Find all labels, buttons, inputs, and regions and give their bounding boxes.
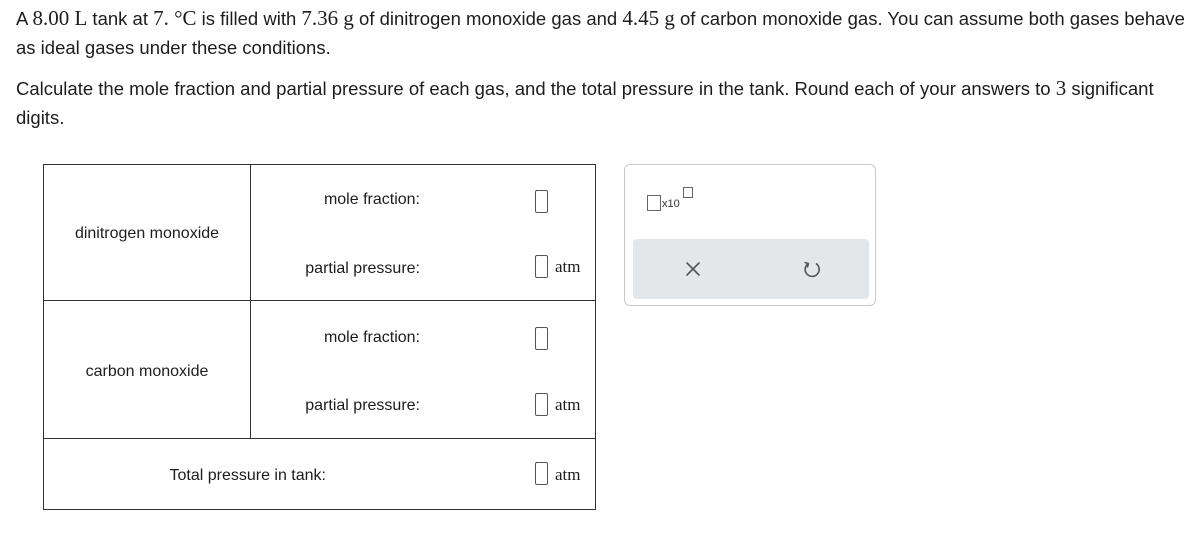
- undo-button[interactable]: [795, 252, 829, 286]
- pressure-unit: atm: [555, 257, 581, 276]
- co-mole-fraction-input[interactable]: [535, 327, 548, 350]
- exponent-box-icon: [683, 187, 693, 198]
- n2o-mole-fraction-input[interactable]: [535, 190, 548, 213]
- problem-paragraph-2: [16, 74, 1186, 132]
- problem-text: of dinitrogen monoxide gas and: [353, 8, 623, 29]
- total-pressure-label: Total pressure in tank:: [169, 467, 326, 484]
- undo-icon: [802, 259, 822, 279]
- close-icon: [685, 261, 701, 277]
- mass-dinitrogen-monoxide: 7.36 g: [301, 6, 354, 30]
- partial-pressure-label: partial pressure:: [305, 260, 420, 277]
- row-divider: [44, 438, 595, 439]
- answer-tool-palette: [624, 164, 876, 306]
- clear-button[interactable]: [676, 252, 710, 286]
- problem-text: A: [16, 8, 33, 29]
- gas-name-dinitrogen-monoxide: dinitrogen monoxide: [74, 225, 220, 242]
- problem-text: tank at: [87, 8, 154, 29]
- n2o-partial-pressure-input[interactable]: [535, 255, 548, 278]
- tank-volume: 8.00 L: [32, 6, 88, 30]
- significant-digits: 3: [1055, 76, 1067, 100]
- partial-pressure-label: partial pressure:: [305, 397, 420, 414]
- problem-text: of carbon monoxide gas. You can assume both gases behave as ideal gases under these conditions.: [16, 8, 1185, 58]
- row-divider: [44, 300, 595, 301]
- pressure-unit: atm: [555, 465, 581, 484]
- problem-statement: [16, 4, 1186, 132]
- total-pressure-input[interactable]: [535, 462, 548, 485]
- mole-fraction-label: mole fraction:: [323, 329, 420, 346]
- scientific-notation-button[interactable]: [647, 185, 699, 219]
- column-divider: [250, 165, 251, 439]
- problem-text: significant digits.: [16, 78, 1154, 128]
- scientific-notation-icon: [647, 195, 661, 211]
- mole-fraction-label: mole fraction:: [323, 191, 420, 208]
- answer-table: [43, 164, 596, 510]
- tank-temperature: 7. °C: [153, 6, 197, 30]
- gas-name-carbon-monoxide: carbon monoxide: [85, 363, 209, 380]
- palette-action-bar: [633, 239, 869, 299]
- mass-carbon-monoxide: 4.45 g: [622, 6, 675, 30]
- problem-paragraph-1: [16, 4, 1186, 62]
- x10-label: x10: [662, 198, 680, 210]
- problem-text: is filled with: [196, 8, 302, 29]
- problem-text: Calculate the mole fraction and partial pressure of each gas, and the total pressure in the tank. Round each of your answers to: [16, 78, 1056, 99]
- co-partial-pressure-input[interactable]: [535, 393, 548, 416]
- pressure-unit: atm: [555, 395, 581, 414]
